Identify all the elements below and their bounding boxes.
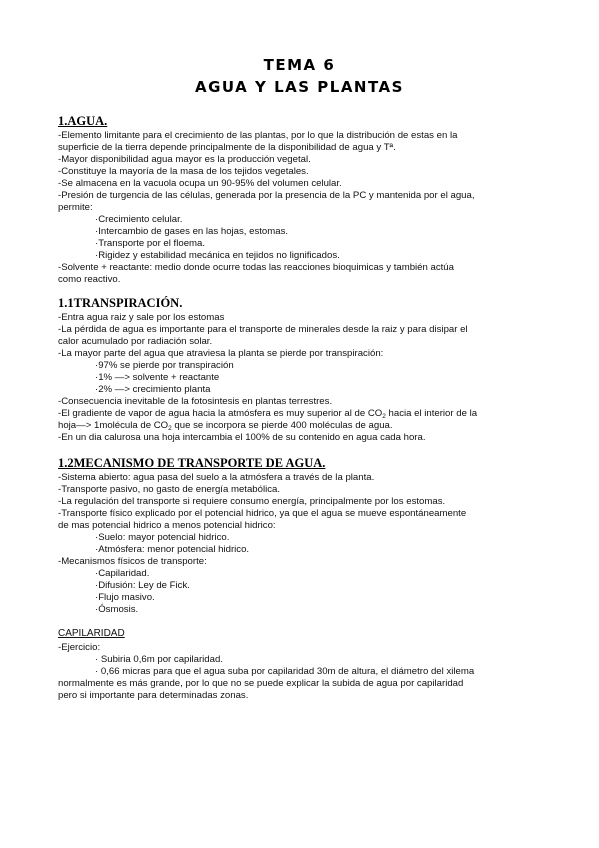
text-line: de mas potencial hidrico a menos potencial hidrico: xyxy=(58,520,276,531)
list-item: ·Transporte por el floema. xyxy=(95,238,206,249)
list-item: ·Difusión: Ley de Fick. xyxy=(95,580,190,591)
subscript: 2 xyxy=(168,425,172,432)
text-line: -Consecuencia inevitable de la fotosintesis en plantas terrestres. xyxy=(58,396,333,407)
subheading-capilaridad: CAPILARIDAD xyxy=(58,628,125,639)
text-segment: hacia el interior de la xyxy=(385,408,478,419)
list-item: ·Ósmosis. xyxy=(95,604,139,615)
text-line: -La mayor parte del agua que atraviesa la planta se pierde por transpiración: xyxy=(58,348,384,359)
list-item: · 0,66 micras para que el agua suba por capilaridad 30m de altura, el diámetro del xilema xyxy=(95,666,475,677)
text-line: -Se almacena en la vacuola ocupa un 90-95% del volumen celular. xyxy=(58,178,342,189)
text-line: -Constituye la mayoría de la masa de los tejidos vegetales. xyxy=(58,166,309,177)
text-line: -La pérdida de agua es importante para el transporte de minerales desde la raiz y para disipar el xyxy=(58,324,468,335)
subscript: 2 xyxy=(382,413,386,420)
list-item: ·Rigidez y estabilidad mecánica en tejidos no lignificados. xyxy=(95,250,340,261)
list-item: ·Crecimiento celular. xyxy=(95,214,183,225)
text-line: normalmente es más grande, por lo que no se puede explicar la subida de agua por capilaridad xyxy=(58,678,464,689)
list-item: ·97% se pierde por transpiración xyxy=(95,360,234,371)
text-line: -Solvente + reactante: medio donde ocurre todas las reacciones bioquimicas y también actúa xyxy=(58,262,454,273)
section-heading-agua: 1.AGUA. xyxy=(58,114,108,128)
text-line: pero si importante para determinadas zonas. xyxy=(58,690,249,701)
document-subtitle: AGUA Y LAS PLANTAS xyxy=(195,78,404,96)
section-heading-transpiracion: 1.1TRANSPIRACIÓN. xyxy=(58,296,183,310)
section-heading-mecanismo: 1.2MECANISMO DE TRANSPORTE DE AGUA. xyxy=(58,456,326,470)
list-item: ·1% —> solvente + reactante xyxy=(95,372,220,383)
text-line: -Transporte pasivo, no gasto de energía metabólica. xyxy=(58,484,281,495)
text-segment: que se incorpora se pierde 400 moléculas de agua. xyxy=(171,420,393,431)
list-item: ·Flujo masivo. xyxy=(95,592,155,603)
text-line: calor acumulado por radiación solar. xyxy=(58,336,213,347)
text-line: -La regulación del transporte si requiere consumo energía, principalmente por los estomas. xyxy=(58,496,446,507)
text-line: -Mecanismos físicos de transporte: xyxy=(58,556,207,567)
text-segment: hoja—> 1molécula de CO xyxy=(58,420,169,431)
text-line: -En un dia calurosa una hoja intercambia el 100% de su contenido en agua cada hora. xyxy=(58,432,426,443)
text-line: superficie de la tierra depende principalmente de la disponibilidad de agua y Tª. xyxy=(58,142,396,153)
list-item: ·Intercambio de gases en las hojas, estomas. xyxy=(95,226,289,237)
text-line: -Entra agua raiz y sale por los estomas xyxy=(58,312,225,323)
list-item: ·Atmósfera: menor potencial hidrico. xyxy=(95,544,250,555)
text-line: permite: xyxy=(58,202,93,213)
text-segment: -El gradiente de vapor de agua hacia la atmósfera es muy superior al de CO xyxy=(58,408,383,419)
list-item: ·2% —> crecimiento planta xyxy=(95,384,211,395)
text-line: -Transporte físico explicado por el potencial hidrico, ya que el agua se mueve espontáneamente xyxy=(58,508,467,519)
text-line: -Elemento limitante para el crecimiento de las plantas, por lo que la distribución de estas en la xyxy=(58,130,458,141)
list-item: ·Suelo: mayor potencial hidrico. xyxy=(95,532,230,543)
text-line: -Ejercicio: xyxy=(58,642,101,653)
document-title: TEMA 6 xyxy=(263,56,336,74)
text-line: -Presión de turgencia de las células, generada por la presencia de la PC y mantenida por el agua, xyxy=(58,190,475,201)
list-item: ·Capilaridad. xyxy=(95,568,150,579)
list-item: · Subiria 0,6m por capilaridad. xyxy=(95,654,223,665)
text-line: -Sistema abierto: agua pasa del suelo a la atmósfera a través de la planta. xyxy=(58,472,375,483)
text-line: como reactivo. xyxy=(58,274,121,285)
text-line: -Mayor disponibilidad agua mayor es la producción vegetal. xyxy=(58,154,311,165)
